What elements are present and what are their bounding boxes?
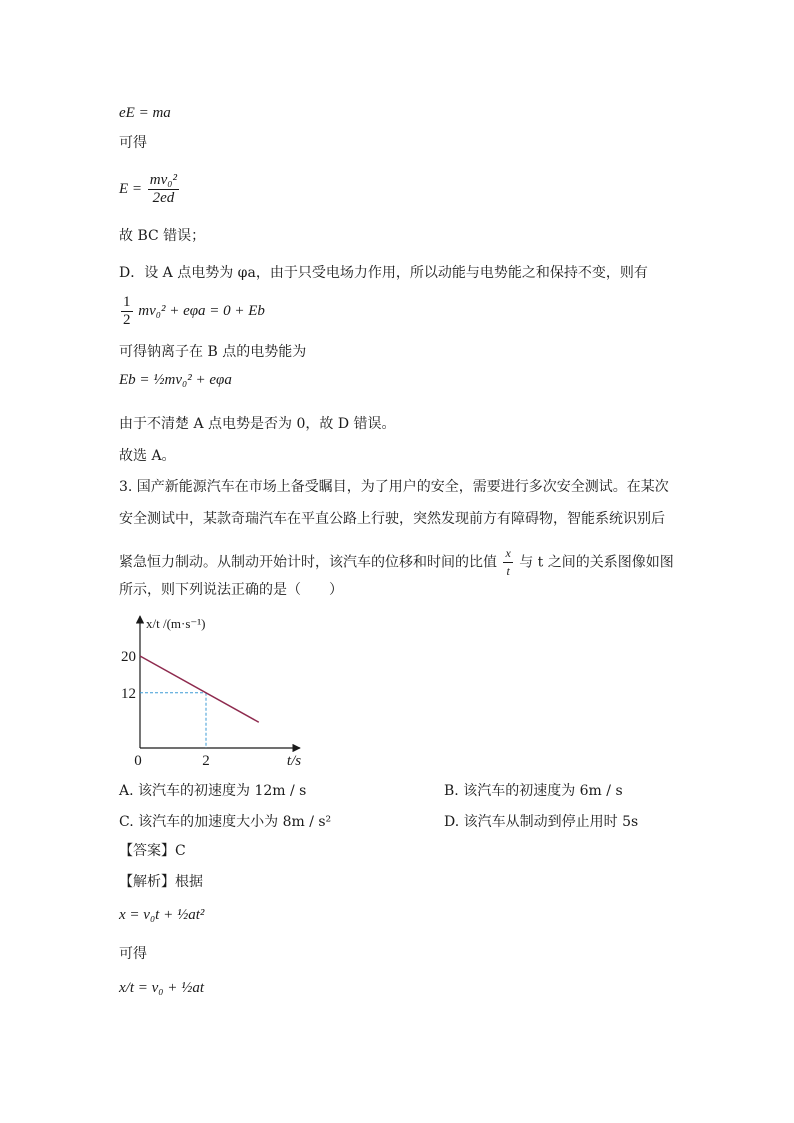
y-tick-label: 12 [121,685,136,702]
ratio-x-over-t: $\frac{x}{t}$ [505,546,511,578]
question-text-line-3b: 与 t 之间的关系图像如图 [519,554,674,571]
text-kede-2: 可得钠离子在 B 点的电势能为 [119,344,307,360]
analysis-label: 【解析】 [119,874,175,890]
equation-ratio-text: x/t = v₀ + ½at [119,980,205,996]
text-unclear-potential: 由于不清楚 A 点电势是否为 0，故 D 错误。 [119,416,396,432]
dashed-guides [140,693,206,748]
text-option-d-analysis: D．设 A 点电势为 φa，由于只受电场力作用，所以动能与电势能之和保持不变，则有 [119,265,648,281]
question-text-line-3a: 紧急恒力制动。从制动开始计时，该汽车的位移和时间的比值 [119,554,497,571]
option-d[interactable]: D. 该汽车从制动到停止用时 5s [444,814,639,830]
axis-labels [121,616,301,769]
equation-field-denominator: 2ed [152,190,175,206]
y-axis-label: x/t /(m·s⁻¹) [146,616,206,631]
data-series-line [140,656,259,722]
origin-label: 0 [134,753,142,769]
equation-energy [119,294,265,329]
x-axis-label: t/s [286,753,302,769]
equation-energy-text: mv₀² + eφa = 0 + Eb [138,302,265,319]
option-b[interactable]: B. 该汽车的初速度为 6m / s [444,783,623,799]
text-choose-a: 故选 A。 [119,448,176,464]
equation-force [119,103,171,123]
text-bc-wrong: 故 BC 错误； [119,228,206,244]
question-text-line-1: 3. 国产新能源汽车在市场上备受瞩目，为了用户的安全，需要进行多次安全测试。在某次 [119,479,669,495]
equation-force-text: eE = ma [119,105,171,121]
text-kede-3: 可得 [119,946,147,962]
analysis-text: 根据 [175,874,203,890]
xt-vs-t-graph [108,608,308,770]
equation-potential-energy-text: Eb = ½mv₀² + eφa [119,372,232,388]
equation-field-fraction [148,172,179,207]
question-text-line-3 [119,545,674,580]
equation-displacement [119,905,204,925]
equation-field [119,172,181,207]
equation-displacement-text: x = v₀t + ½at² [119,907,205,923]
option-c[interactable]: C. 该汽车的加速度大小为 8m / s² [119,814,332,830]
equation-ratio [119,978,204,998]
answer-value: C [175,843,186,859]
x-tick-label: 2 [202,753,210,769]
answer-line [119,841,186,861]
y-tick-label: 20 [121,649,136,665]
answer-label: 【答案】 [119,843,175,859]
equation-potential-energy [119,370,232,390]
analysis-line [119,872,203,892]
equation-field-numerator: mv₀² [149,172,177,188]
option-a[interactable]: A. 该汽车的初速度为 12m / s [119,783,307,799]
equation-field-lhs: E = [119,180,143,197]
question-text-line-4: 所示，则下列说法正确的是（ ） [119,582,343,598]
text-kede-1: 可得 [119,135,147,151]
question-text-line-2: 安全测试中，某款奇瑞汽车在平直公路上行驶，突然发现前方有障碍物，智能系统识别后 [119,511,665,527]
half-fraction: $\frac{1}{2}$ [123,294,131,328]
